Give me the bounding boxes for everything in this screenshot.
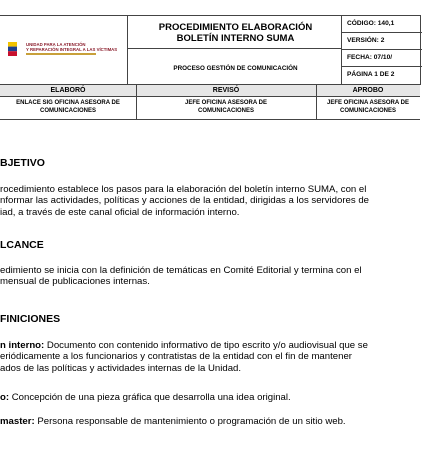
document-control-column (341, 15, 421, 85)
definition-first-line (0, 416, 346, 427)
logo-cell (0, 15, 128, 85)
approval-signer-aprobo (316, 97, 420, 119)
definition-boletin-interno (0, 340, 368, 374)
table-divider (136, 85, 137, 119)
definition-term: o: (0, 392, 10, 403)
approval-role-reviso: REVISÓ (136, 85, 316, 97)
approval-role-elaboro: ELABORÓ (0, 85, 136, 97)
definition-webmaster (0, 416, 346, 427)
unit-logo (2, 38, 118, 62)
approvals-table (0, 84, 420, 120)
approval-signer-reviso (136, 97, 316, 119)
section-heading-objetivo: BJETIVO (0, 157, 45, 169)
objetivo-paragraph (0, 184, 369, 218)
document-title (128, 22, 343, 44)
paragraph-line: eriódicamente a los funcionarios y contratistas de la entidad con el fin de mantener (0, 351, 352, 363)
definition-text: Concepción de una pieza gráfica que desarrolla una idea original. (9, 392, 291, 403)
approval-signer-line: COMUNICACIONES (197, 107, 254, 114)
definition-concepto (0, 392, 291, 403)
approval-signer-line: JEFE OFICINA ASESORA DE (184, 100, 267, 106)
approval-signer-line: ENLACE SIG OFICINA ASESORA DE (16, 100, 120, 106)
logo-text-line1: UNIDAD PARA LA ATENCIÓN (26, 42, 86, 47)
approval-signer-line: COMUNICACIONES (39, 107, 96, 114)
approval-signer-line: COMUNICACIONES (339, 107, 396, 114)
approval-role-aprobo: APROBO (316, 85, 420, 97)
document-version: VERSIÓN: 2 (342, 33, 422, 50)
approval-signer-elaboro (0, 97, 136, 119)
definition-term: master: (0, 416, 35, 427)
definition-first-line (0, 392, 291, 403)
definition-term: n interno: (0, 340, 45, 351)
definition-text: Documento con contenido informativo de tipo escrito y/o audiovisual que se (44, 340, 368, 351)
paragraph-line: rocedimiento establece los pasos para la elaboración del boletín interno SUMA, con el (0, 184, 367, 195)
paragraph-line: ados de las políticas y actividades internas de la Unidad. (0, 362, 242, 374)
document-code: CÓDIGO: 140,1 (342, 16, 422, 33)
table-divider (316, 85, 317, 119)
document-title-line2: BOLETÍN INTERNO SUMA (176, 33, 295, 44)
logo-text (26, 42, 117, 52)
paragraph-line: edimiento se inicia con la definición de temáticas en Comité Editorial y termina con el (0, 265, 362, 276)
paragraph-line: nformar las actividades, políticas y acciones de la entidad, dirigidas a los servidores de (0, 195, 370, 207)
page-number: PÁGINA 1 DE 2 (347, 71, 395, 78)
section-heading-alcance: LCANCE (0, 239, 44, 251)
definition-text: Persona responsable de mantenimiento o programación de un sitio web. (34, 416, 346, 427)
logo-underline (26, 53, 96, 55)
section-heading-definiciones: FINICIONES (0, 313, 61, 325)
logo-text-line2: Y REPARACIÓN INTEGRAL A LAS VÍCTIMAS (26, 47, 118, 52)
coat-of-arms-icon (8, 42, 17, 56)
document-title-line1: PROCEDIMIENTO ELABORACIÓN (158, 22, 313, 33)
definition-first-line (0, 340, 368, 351)
approval-signer-line: JEFE OFICINA ASESORA DE (326, 100, 409, 106)
paragraph-line: mensual de publicaciones internas. (0, 276, 150, 288)
paragraph-line: iad, a través de este canal oficial de información interno. (0, 206, 240, 218)
document-date: FECHA: 07/10/ (342, 50, 422, 67)
title-cell (127, 15, 342, 49)
process-cell (127, 48, 342, 85)
process-name: PROCESO GESTIÓN DE COMUNICACIÓN (173, 65, 298, 72)
alcance-paragraph (0, 265, 362, 288)
